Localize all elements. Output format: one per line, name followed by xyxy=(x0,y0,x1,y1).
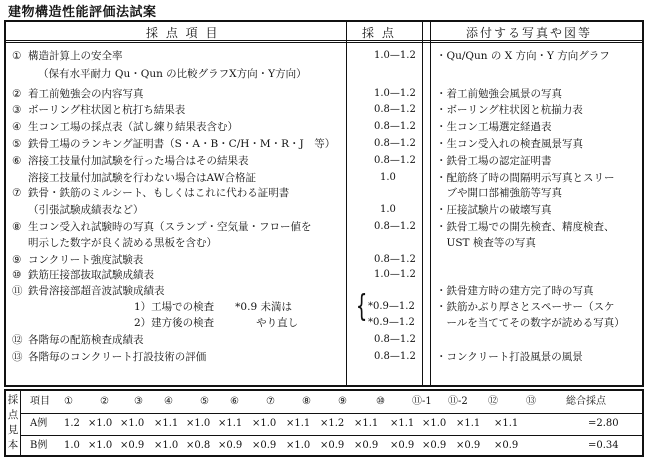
side-label-char: 本 xyxy=(7,439,19,451)
photo-item: ・鉄骨工場の認定証明書 xyxy=(436,155,552,167)
column-divider xyxy=(430,22,431,385)
photo-item: ールを当ててその数字が読める写真） xyxy=(436,317,625,329)
item-text: ボーリング柱状図と杭打ち結果表 xyxy=(28,104,186,116)
item-text: 1）工場での検査 *0.9 未満は xyxy=(134,301,292,313)
example-header-cell: ⑬ xyxy=(526,396,536,407)
item-score: 0.8—1.2 xyxy=(374,138,416,149)
item-text: 構造計算上の安全率 xyxy=(28,50,123,62)
item-score: 1.0 xyxy=(380,172,396,183)
item-text: 鉄骨工場のランキング証明書（S・A・B・C/H・M・R・J 等） xyxy=(28,138,336,150)
header-score: 採 点 xyxy=(362,26,396,40)
example-header-cell: ⑧ xyxy=(302,396,311,407)
photo-item: ・Qu/Qun の X 方向・Y 方向グラフ xyxy=(436,50,610,62)
example-row-label: B例 xyxy=(30,440,48,451)
item-text: 溶接工技量付加試験を行わない場合はAW合格証 xyxy=(28,172,256,184)
item-text: 溶接工技量付加試験を行った場合はその結果表 xyxy=(28,155,249,167)
example-header-cell: ⑩ xyxy=(376,396,385,407)
item-number: ⑩ xyxy=(12,269,22,281)
example-value: ×1.0 xyxy=(422,418,447,429)
item-score: *0.9—1.2 xyxy=(368,317,415,328)
example-value: =2.80 xyxy=(588,418,619,429)
document-title: 建物構造性能評価法試案 xyxy=(8,5,157,20)
item-score: 0.8—1.2 xyxy=(374,121,416,132)
example-value: =0.34 xyxy=(588,440,619,451)
item-text: （引張試験成績表など） xyxy=(28,204,144,216)
example-header-cell: ⑪-2 xyxy=(448,396,468,407)
photo-item: ・鉄筋かぶり厚さとスペーサー（スケ xyxy=(436,301,615,313)
item-score: 0.8—1.2 xyxy=(374,104,416,115)
example-header-cell: ③ xyxy=(134,396,143,407)
item-score: 1.0—1.2 xyxy=(374,88,416,99)
item-score: 0.8—1.2 xyxy=(374,334,416,345)
example-header-cell: ① xyxy=(64,396,73,407)
example-value: ×1.2 xyxy=(320,418,345,429)
item-text: 生コン受入れ試験時の写真（スランプ・空気量・フロー値を xyxy=(28,221,312,233)
example-value: ×0.9 xyxy=(494,440,519,451)
item-text: 各階毎の配筋検査成績表 xyxy=(28,334,144,346)
photo-item: ・ボーリング柱状図と杭揃力表 xyxy=(436,104,583,116)
example-value: ×0.9 xyxy=(456,440,481,451)
header-divider xyxy=(6,42,642,43)
item-score: *0.9—1.2 xyxy=(368,301,415,312)
example-header-cell: ⑫ xyxy=(488,396,498,407)
example-value: ×1.1 xyxy=(218,418,243,429)
item-text: 生コン工場の採点表（試し練り結果表含む） xyxy=(28,121,238,133)
brace-icon: { xyxy=(355,289,368,324)
example-row-label: A例 xyxy=(30,418,48,429)
item-number: ⑤ xyxy=(12,138,22,150)
item-number: ④ xyxy=(12,121,22,133)
item-text: 2）建方後の検査 やり直し xyxy=(134,317,299,329)
example-value: ×1.1 xyxy=(354,418,379,429)
photo-item: ブや開口部補強筋等写真 xyxy=(436,187,562,199)
example-header-cell: ⑪-1 xyxy=(412,396,432,407)
column-divider xyxy=(346,22,347,385)
example-header-cell: ⑤ xyxy=(200,396,209,407)
example-value: ×0.9 xyxy=(390,440,415,451)
photo-item: ・圧接試験片の破壊写真 xyxy=(436,204,552,216)
item-text: 鉄骨・鉄筋のミルシート、もしくはこれに代わる証明書 xyxy=(28,187,290,199)
side-label-char: 採 xyxy=(7,394,19,406)
photo-item: ・鉄骨工場での開先検査、精度検査、 xyxy=(436,221,615,233)
evaluation-table xyxy=(4,20,644,387)
example-value: ×1.1 xyxy=(494,418,519,429)
row-divider xyxy=(20,413,642,414)
example-value: 1.0 xyxy=(64,440,80,451)
photo-item: ・生コン受入れの検査風景写真 xyxy=(436,138,583,150)
item-text: 着工前勉強会の内容写真 xyxy=(28,88,144,100)
item-text: 鉄骨溶接部超音波試験成績表 xyxy=(28,285,165,297)
example-value: ×1.0 xyxy=(120,418,145,429)
column-divider xyxy=(20,391,21,455)
item-number: ⑥ xyxy=(12,155,22,167)
scoring-example-table xyxy=(4,389,644,457)
photo-item: ・コンクリート打設風景の風景 xyxy=(436,351,583,363)
example-value: ×1.1 xyxy=(286,418,311,429)
example-header-cell: 総合採点 xyxy=(566,396,606,407)
item-number: ② xyxy=(12,88,22,100)
column-divider xyxy=(422,22,423,385)
item-number: ⑬ xyxy=(12,351,23,363)
example-value: ×0.9 xyxy=(354,440,379,451)
photo-item: ・生コン工場選定経過表 xyxy=(436,121,552,133)
example-value: ×0.9 xyxy=(218,440,243,451)
row-divider xyxy=(20,435,642,436)
item-number: ③ xyxy=(12,104,22,116)
example-value: ×1.0 xyxy=(154,440,179,451)
example-value: ×1.0 xyxy=(286,440,311,451)
item-number: ⑪ xyxy=(12,285,23,297)
example-value: ×1.1 xyxy=(456,418,481,429)
example-value: ×1.0 xyxy=(186,418,211,429)
item-score: 0.8—1.2 xyxy=(374,351,416,362)
example-value: ×1.0 xyxy=(88,440,113,451)
example-value: ×1.0 xyxy=(88,418,113,429)
example-value: ×1.1 xyxy=(154,418,179,429)
item-number: ⑨ xyxy=(12,254,22,266)
item-number: ⑦ xyxy=(12,187,22,199)
item-score: 0.8—1.2 xyxy=(374,155,416,166)
item-number: ① xyxy=(12,50,22,62)
example-value: ×0.9 xyxy=(120,440,145,451)
item-text: （保有水平耐力 Qu・Qun の比較グラフX方向・Y方向） xyxy=(38,68,307,80)
example-value: ×0.9 xyxy=(422,440,447,451)
photo-item: ・鉄骨建方時の建方完了時の写真 xyxy=(436,285,594,297)
item-score: 0.8—1.2 xyxy=(374,221,416,232)
photo-item: UST 検査等の写真 xyxy=(436,237,536,249)
item-text: 各階毎のコンクリート打設技術の評価 xyxy=(28,351,207,363)
example-header-cell: ② xyxy=(100,396,109,407)
photo-item: ・配筋終了時の間隔明示写真とスリー xyxy=(436,172,615,184)
item-text: コンクリート強度試験表 xyxy=(28,254,144,266)
item-number: ⑧ xyxy=(12,221,22,233)
photo-item: ・着工前勉強会風景の写真 xyxy=(436,88,562,100)
item-score: 1.0 xyxy=(380,204,396,215)
item-score: 0.8—1.2 xyxy=(374,254,416,265)
header-items: 採 点 項 目 xyxy=(146,26,220,40)
example-header-cell: ⑥ xyxy=(230,396,239,407)
item-score: 1.0—1.2 xyxy=(374,50,416,61)
example-value: ×0.8 xyxy=(186,440,211,451)
example-value: 1.2 xyxy=(64,418,80,429)
example-header-cell: ⑨ xyxy=(338,396,347,407)
example-header-cell: ⑦ xyxy=(266,396,275,407)
example-value: ×1.0 xyxy=(252,418,277,429)
side-label-char: 見 xyxy=(7,424,19,436)
header-photos: 添付する写真や図等 xyxy=(466,26,593,40)
item-number: ⑫ xyxy=(12,334,23,346)
example-value: ×0.9 xyxy=(252,440,277,451)
item-text: 鉄筋圧接部抜取試験成績表 xyxy=(28,269,154,281)
example-header-cell: 項目 xyxy=(30,396,50,407)
example-value: ×1.1 xyxy=(390,418,415,429)
item-text: 明示した数字が良く読める黒板を含む） xyxy=(28,237,217,249)
item-score: 1.0—1.2 xyxy=(374,269,416,280)
side-label-char: 点 xyxy=(7,409,19,421)
example-value: ×0.9 xyxy=(320,440,345,451)
example-header-cell: ④ xyxy=(164,396,173,407)
